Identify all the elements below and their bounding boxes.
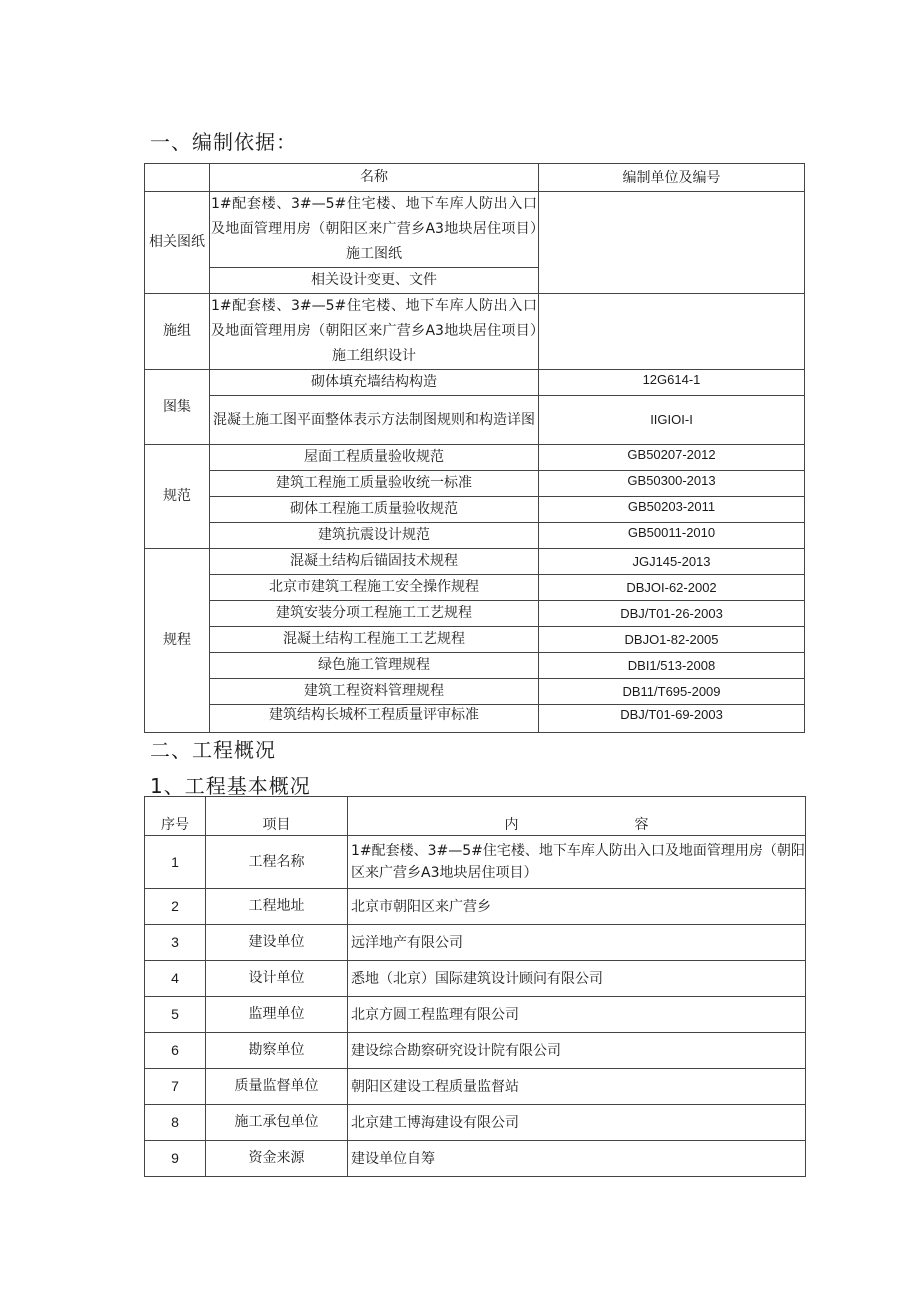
table-row bbox=[145, 1069, 806, 1105]
doc-name: 建筑工程资料管理规程 bbox=[210, 679, 539, 705]
row-content: 建设单位自筹 bbox=[348, 1141, 806, 1177]
row-item: 工程地址 bbox=[206, 889, 348, 925]
doc-name: 混凝土结构工程施工工艺规程 bbox=[210, 627, 539, 653]
row-item: 资金来源 bbox=[206, 1141, 348, 1177]
section-heading-overview: 二、工程概况 bbox=[150, 738, 276, 762]
doc-name: 建筑工程施工质量验收统一标准 bbox=[210, 471, 539, 497]
row-item: 质量监督单位 bbox=[206, 1069, 348, 1105]
category-cell: 图集 bbox=[145, 370, 210, 445]
doc-name: 建筑安装分项工程施工工艺规程 bbox=[210, 601, 539, 627]
row-no: 4 bbox=[145, 961, 206, 997]
doc-code: IIGIOI-I bbox=[539, 396, 805, 445]
table-row bbox=[145, 1033, 806, 1069]
doc-code: DB11/T695-2009 bbox=[539, 679, 805, 705]
row-item: 勘察单位 bbox=[206, 1033, 348, 1069]
table-row bbox=[145, 705, 805, 733]
doc-name: 1#配套楼、3#—5#住宅楼、地下车库人防出入口及地面管理用房（朝阳区来广营乡A3地块居住项目）施工图纸 bbox=[210, 192, 539, 268]
doc-code: DBJ/T01-26-2003 bbox=[539, 601, 805, 627]
header-name: 名称 bbox=[210, 164, 539, 192]
doc-code: JGJ145-2013 bbox=[539, 549, 805, 575]
doc-code: DBI1/513-2008 bbox=[539, 653, 805, 679]
doc-name: 砌体填充墙结构构造 bbox=[210, 370, 539, 396]
category-cell: 施组 bbox=[145, 294, 210, 370]
row-no: 3 bbox=[145, 925, 206, 961]
table-row bbox=[145, 889, 806, 925]
table-row bbox=[145, 925, 806, 961]
doc-name: 建筑结构长城杯工程质量评审标准 bbox=[210, 705, 539, 733]
table-row bbox=[145, 370, 805, 396]
category-cell: 规程 bbox=[145, 549, 210, 733]
table-row bbox=[145, 523, 805, 549]
row-content: 北京市朝阳区来广营乡 bbox=[348, 889, 806, 925]
row-content: 远洋地产有限公司 bbox=[348, 925, 806, 961]
row-content: 悉地（北京）国际建筑设计顾问有限公司 bbox=[348, 961, 806, 997]
row-item: 设计单位 bbox=[206, 961, 348, 997]
header-code: 编制单位及编号 bbox=[539, 164, 805, 192]
table-header-row bbox=[145, 164, 805, 192]
table-row bbox=[145, 396, 805, 445]
row-no: 2 bbox=[145, 889, 206, 925]
section-heading-basis: 一、编制依据： bbox=[150, 130, 297, 154]
table-row bbox=[145, 575, 805, 601]
table-row bbox=[145, 549, 805, 575]
category-cell: 规范 bbox=[145, 445, 210, 549]
header-content-a: 内 bbox=[504, 817, 519, 833]
doc-code: DBJO1-82-2005 bbox=[539, 627, 805, 653]
doc-name: 相关设计变更、文件 bbox=[210, 268, 539, 294]
doc-code: DBJ/T01-69-2003 bbox=[539, 705, 805, 733]
doc-name: 北京市建筑工程施工安全操作规程 bbox=[210, 575, 539, 601]
row-no: 5 bbox=[145, 997, 206, 1033]
doc-code: GB50300-2013 bbox=[539, 471, 805, 497]
row-content: 朝阳区建设工程质量监督站 bbox=[348, 1069, 806, 1105]
row-no: 8 bbox=[145, 1105, 206, 1141]
doc-name: 混凝土施工图平面整体表示方法制图规则和构造详图 bbox=[210, 396, 539, 445]
doc-name: 屋面工程质量验收规范 bbox=[210, 445, 539, 471]
basis-table bbox=[144, 163, 805, 733]
category-cell: 相关图纸 bbox=[145, 192, 210, 294]
table-row bbox=[145, 679, 805, 705]
row-content: 北京建工博海建设有限公司 bbox=[348, 1105, 806, 1141]
header-item: 项目 bbox=[206, 797, 348, 836]
table-row bbox=[145, 997, 806, 1033]
overview-table bbox=[144, 796, 806, 1177]
table-row bbox=[145, 471, 805, 497]
row-item: 施工承包单位 bbox=[206, 1105, 348, 1141]
table-row bbox=[145, 601, 805, 627]
doc-name: 砌体工程施工质量验收规范 bbox=[210, 497, 539, 523]
row-content: 北京方圆工程监理有限公司 bbox=[348, 997, 806, 1033]
row-content: 建设综合勘察研究设计院有限公司 bbox=[348, 1033, 806, 1069]
row-no: 9 bbox=[145, 1141, 206, 1177]
section-heading-basic-overview: 1、工程基本概况 bbox=[150, 774, 311, 798]
row-item: 建设单位 bbox=[206, 925, 348, 961]
doc-name: 建筑抗震设计规范 bbox=[210, 523, 539, 549]
table-header-row bbox=[145, 797, 806, 836]
doc-code bbox=[539, 294, 805, 370]
doc-code: GB50207-2012 bbox=[539, 445, 805, 471]
table-row bbox=[145, 653, 805, 679]
row-item: 工程名称 bbox=[206, 836, 348, 889]
doc-code: DBJOI-62-2002 bbox=[539, 575, 805, 601]
table-row bbox=[145, 445, 805, 471]
table-row bbox=[145, 192, 805, 268]
table-row bbox=[145, 294, 805, 370]
row-no: 7 bbox=[145, 1069, 206, 1105]
doc-name: 绿色施工管理规程 bbox=[210, 653, 539, 679]
table-row bbox=[145, 961, 806, 997]
doc-name: 混凝土结构后锚固技术规程 bbox=[210, 549, 539, 575]
row-item: 监理单位 bbox=[206, 997, 348, 1033]
table-row bbox=[145, 1105, 806, 1141]
row-no: 6 bbox=[145, 1033, 206, 1069]
header-content-b: 容 bbox=[634, 817, 649, 833]
header-no: 序号 bbox=[145, 797, 206, 836]
row-content: 1#配套楼、3#—5#住宅楼、地下车库人防出入口及地面管理用房（朝阳区来广营乡A3地块居住项目） bbox=[348, 836, 806, 889]
doc-name: 1#配套楼、3#—5#住宅楼、地下车库人防出入口及地面管理用房（朝阳区来广营乡A3地块居住项目）施工组织设计 bbox=[210, 294, 539, 370]
row-no: 1 bbox=[145, 836, 206, 889]
table-row bbox=[145, 836, 806, 889]
table-row bbox=[145, 1141, 806, 1177]
header-blank bbox=[145, 164, 210, 192]
header-content bbox=[348, 797, 806, 836]
doc-code: GB50011-2010 bbox=[539, 523, 805, 549]
doc-code: GB50203-2011 bbox=[539, 497, 805, 523]
doc-code: 12G614-1 bbox=[539, 370, 805, 396]
doc-code bbox=[539, 192, 805, 294]
table-row bbox=[145, 627, 805, 653]
table-row bbox=[145, 497, 805, 523]
